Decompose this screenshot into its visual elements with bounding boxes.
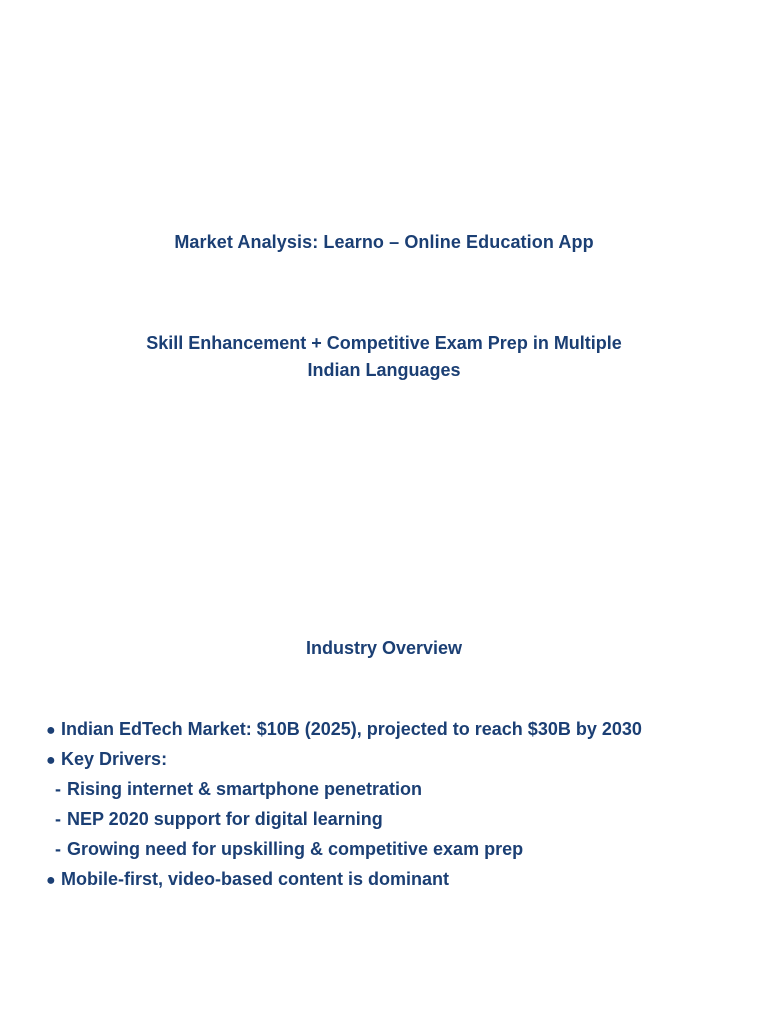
- sub-bullet-item: [46, 804, 746, 834]
- dash-icon: -: [55, 839, 61, 859]
- bullet-item: [46, 744, 746, 774]
- bullet-dot-icon: ●: [46, 752, 56, 769]
- sub-bullet-text: Rising internet & smartphone penetration: [67, 779, 423, 799]
- subtitle-line-1: Skill Enhancement + Competitive Exam Prep in Multiple: [146, 333, 622, 353]
- bullet-item: [46, 714, 746, 744]
- sub-bullet-item: [46, 834, 746, 864]
- section-heading: Industry Overview: [305, 638, 463, 658]
- document-title: Market Analysis: Learno – Online Education App: [174, 232, 594, 252]
- dash-icon: -: [55, 809, 61, 829]
- subtitle-line-2: Indian Languages: [307, 360, 461, 380]
- bullet-text: Key Drivers:: [61, 749, 168, 769]
- bullet-dot-icon: ●: [46, 722, 56, 739]
- dash-icon: -: [55, 779, 61, 799]
- bullet-dot-icon: ●: [46, 872, 56, 889]
- sub-bullet-text: NEP 2020 support for digital learning: [67, 809, 383, 829]
- bullet-list: [46, 714, 746, 894]
- sub-bullet-item: [46, 774, 746, 804]
- bullet-text: Indian EdTech Market: $10B (2025), projected to reach $30B by 2030: [61, 719, 642, 739]
- bullet-item: [46, 864, 746, 894]
- bullet-text: Mobile-first, video-based content is dominant: [61, 869, 450, 889]
- sub-bullet-text: Growing need for upskilling & competitive exam prep: [67, 839, 524, 859]
- document-subtitle: [120, 330, 648, 384]
